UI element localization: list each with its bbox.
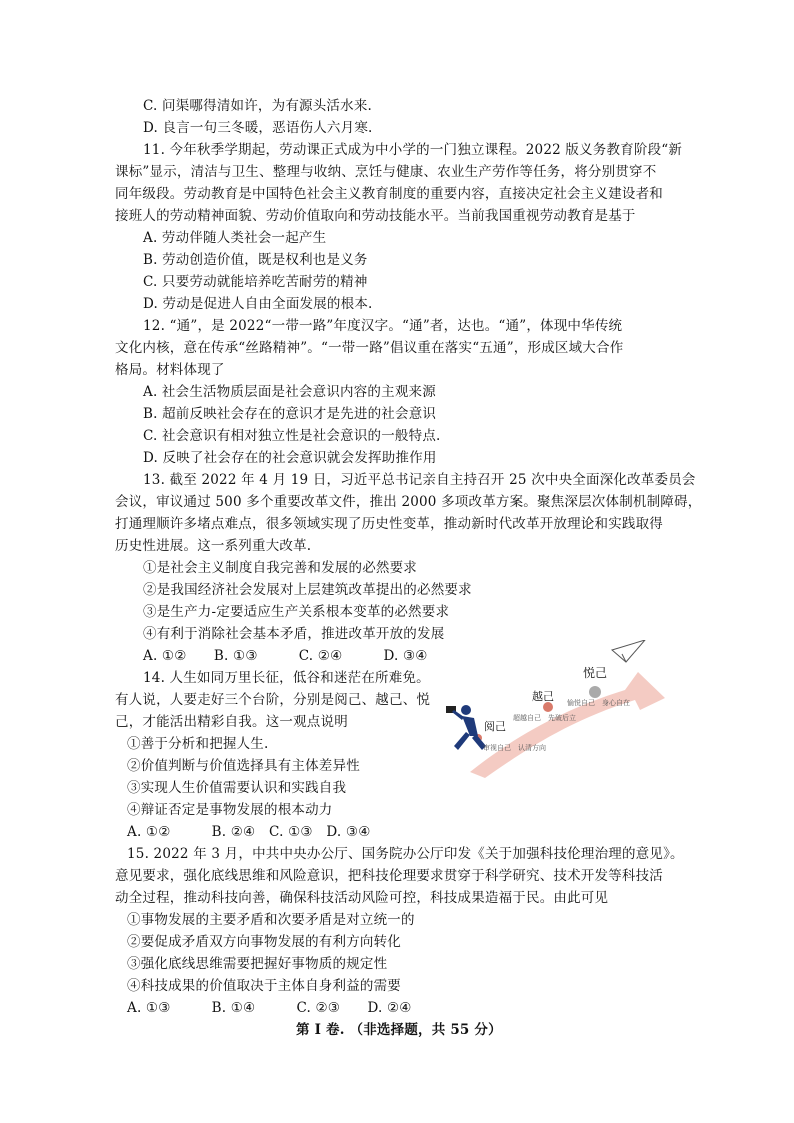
text-line: 同年级段。劳动教育是中国特色社会主义教育制度的重要内容，直接决定社会主义建设者和	[115, 186, 663, 202]
runner-icon	[446, 705, 486, 750]
life-steps-figure	[440, 640, 670, 780]
text-line: A. ①② B. ②④ C. ①③ D. ③④	[127, 824, 371, 840]
text-line: C. 社会意识有相对独立性是社会意识的一般特点.	[143, 428, 441, 444]
text-line: A. 社会生活物质层面是社会意识内容的主观来源	[143, 384, 436, 400]
text-line: 11. 今年秋季学期起，劳动课正式成为中小学的一门独立课程。2022 版义务教育阶段“新	[143, 142, 683, 158]
text-line: 文化内核，意在传承“丝路精神”。“一带一路”倡议重在落实“五通”，形成区域大合作	[115, 340, 624, 356]
text-line: ④科技成果的价值取决于主体自身利益的需要	[127, 978, 401, 994]
text-line: ①是社会主义制度自我完善和发展的必然要求	[143, 560, 417, 576]
dot-yueji-top	[589, 686, 601, 698]
text-line: 有人说，人要走好三个台阶，分别是阅己、越己、悦	[115, 692, 431, 708]
text-line: A. ①③ B. ①④ C. ②③ D. ②④	[127, 1000, 412, 1016]
text-line: 动全过程，推动科技向善，确保科技活动风险可控，科技成果造福于民。由此可见	[115, 890, 609, 906]
text-line: A. ①② B. ①③ C. ②④ D. ③④	[143, 648, 428, 664]
text-line: 14. 人生如同万里长征，低谷和迷茫在所难免。	[143, 670, 430, 686]
text-line: ①善于分析和把握人生.	[127, 736, 269, 752]
text-line: ④有利于消除社会基本矛盾，推进改革开放的发展	[143, 626, 445, 642]
text-line: A. 劳动伴随人类社会一起产生	[143, 230, 327, 246]
text-line: D. 良言一句三冬暖，恶语伤人六月寒.	[143, 120, 373, 136]
caption-low: 审视自己 认清方向	[483, 744, 546, 752]
text-line: B. 超前反映社会存在的意识才是先进的社会意识	[143, 406, 437, 422]
text-line: ②价值判断与价值选择具有主体差异性	[127, 758, 360, 774]
text-line: 15. 2022 年 3 月，中共中央办公厅、国务院办公厅印发《关于加强科技伦理治理的意见》。	[127, 846, 684, 862]
text-line: 13. 截至 2022 年 4 月 19 日，习近平总书记亲自主持召开 25 次中央全面深化改革委员会	[143, 472, 696, 488]
text-line: D. 劳动是促进人自由全面发展的根本.	[143, 296, 373, 312]
text-line: 打通理顺许多堵点难点，很多领域实现了历史性变革，推动新时代改革开放理论和实践取得	[115, 516, 663, 532]
caption-mid: 超越自己 先破后立	[513, 714, 576, 722]
text-line: ④辩证否定是事物发展的根本动力	[127, 802, 333, 818]
label-yueji-top: 悦己	[583, 666, 608, 680]
text-line: B. 劳动创造价值，既是权利也是义务	[143, 252, 368, 268]
text-line: ①事物发展的主要矛盾和次要矛盾是对立统一的	[127, 912, 415, 928]
text-line: 意见要求，强化底线思维和风险意识，把科技伦理要求贯穿于科学研究、技术开发等科技活	[115, 868, 663, 884]
text-line: ③是生产力-定要适应生产关系根本变革的必然要求	[143, 604, 450, 620]
text-line: D. 反映了社会存在的社会意识就会发挥助推作用	[143, 450, 437, 466]
text-line: 格局。材料体现了	[115, 362, 225, 378]
text-line: 接班人的劳动精神面貌、劳动价值取向和劳动技能水平。当前我国重视劳动教育是基于	[115, 208, 636, 224]
paper-plane-icon	[612, 640, 645, 662]
caption-top: 愉悦自己 身心自在	[567, 699, 630, 707]
text-line: C. 只要劳动就能培养吃苦耐劳的精神	[143, 274, 368, 290]
text-line: ③实现人生价值需要认识和实践自我	[127, 780, 347, 796]
label-yueji-mid: 越己	[532, 690, 554, 703]
text-line: 历史性进展。这一系列重大改革.	[115, 538, 312, 554]
life-steps-illustration	[440, 640, 670, 780]
text-line: ③强化底线思维需要把握好事物质的规定性	[127, 956, 388, 972]
text-line: 12. “通”，是 2022“一带一路”年度汉字。“通”者，达也。“通”，体现中华传统	[143, 318, 623, 334]
text-line: 己，才能活出精彩自我。这一观点说明	[115, 714, 348, 730]
text-line: ②要促成矛盾双方向事物发展的有利方向转化	[127, 934, 401, 950]
text-line: ②是我国经济社会发展对上层建筑改革提出的必然要求	[143, 582, 472, 598]
label-yueji-low: 阅己	[484, 720, 506, 733]
text-line: C. 问渠哪得清如许，为有源头活水来.	[143, 98, 373, 114]
text-line: 课标”显示，清洁与卫生、整理与收纳、烹饪与健康、农业生产劳作等任务，将分别贯穿不	[115, 164, 657, 180]
text-line: 会议，审议通过 500 多个重要改革文件，推出 2000 多项改革方案。聚焦深层次体制机制障碍，	[115, 494, 702, 510]
section-heading: 第 I 卷. （非选择题，共 55 分）	[296, 1022, 502, 1038]
